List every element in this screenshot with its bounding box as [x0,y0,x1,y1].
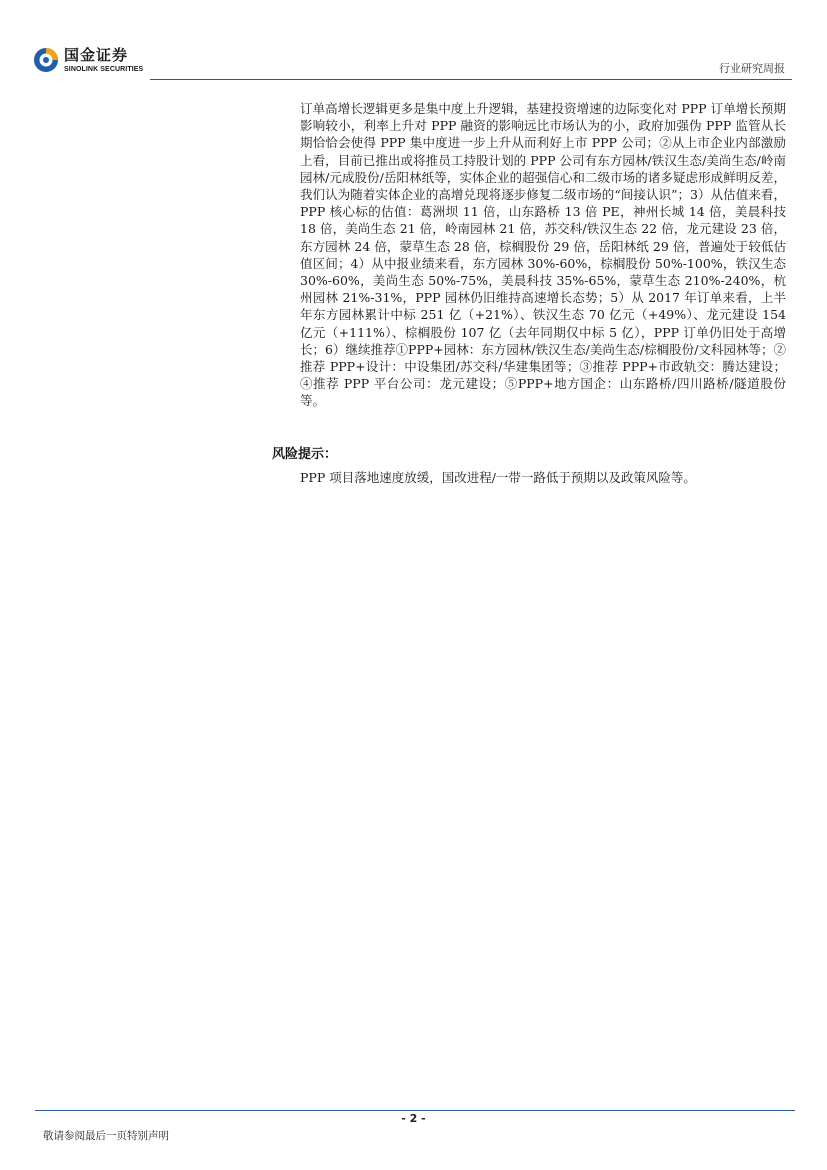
footer-disclaimer: 敬请参阅最后一页特别声明 [43,1130,169,1142]
page-number: - 2 - [401,1112,426,1125]
sinolink-logo-icon [33,47,59,73]
company-logo [33,47,143,73]
page-header [0,0,827,80]
risk-heading: 风险提示： [272,447,338,462]
logo-english-name: SINOLINK SECURITIES [64,65,144,73]
risk-paragraph: PPP 项目落地速度放缓，国改进程/一带一路低于预期以及政策风险等。 [300,470,696,485]
logo-chinese-name: 国金证券 [64,45,129,64]
footer-divider [35,1110,795,1111]
body-paragraph: 订单高增长逻辑更多是集中度上升逻辑，基建投资增速的边际变化对 PPP 订单增长预期影响较小，利率上升对 PPP 融资的影响远比市场认为的小，政府加强伪 PPP 监管从长期恰恰会使得 PPP 集中度进一步上升从而利好上市 PPP 公司；②从上市企业内部激励上看，目前已推出或将推员工持股计划的 PPP 公司有东方园林/铁汉生态/美尚生态/岭南园林/元成股份/岳阳林纸等，实体企业的超强信心和二级市场的诸多疑虑形成鲜明反差，我们认为随着实体企业的高增兑现将逐步修复二级市场的“间接认识”；3）从估值来看，PPP 核心标的估值：葛洲坝 11 倍，山东路桥 13 倍 PE，神州长城 14 倍，美晨科技 18 倍，美尚生态 21 倍，岭南园林 21 倍，苏交科/铁汉生态 22 倍，龙元建设 23 倍，东方园林 24 倍，蒙草生态 28 倍，棕榈股份 29 倍，岳阳林纸 29 倍，普遍处于较低估值区间；4）从中报业绩来看，东方园林 30%-60%，棕榈股份 50%-100%，铁汉生态 30%-60%，美尚生态 50%-75%，美晨科技 35%-65%，蒙草生态 210%-240%，杭州园林 21%-31%，PPP 园林仍旧维持高速增长态势；5）从 2017 年订单来看，上半年东方园林累计中标 251 亿（+21%）、铁汉生态 70 亿元（+49%）、龙元建设 154 亿元（+111%）、棕榈股份 107 亿（去年同期仅中标 5 亿），PPP 订单仍旧处于高增长；6）继续推荐①PPP+园林：东方园林/铁汉生态/美尚生态/棕榈股份/文科园林等；②推荐 PPP+设计：中设集团/苏交科/华建集团等；③推荐 PPP+市政轨交：腾达建设；④推荐 PPP 平台公司：龙元建设；⑤PPP+地方国企：山东路桥/四川路桥/隧道股份等。 [300,101,786,409]
header-divider [150,79,792,80]
report-type-label: 行业研究周报 [719,62,785,75]
